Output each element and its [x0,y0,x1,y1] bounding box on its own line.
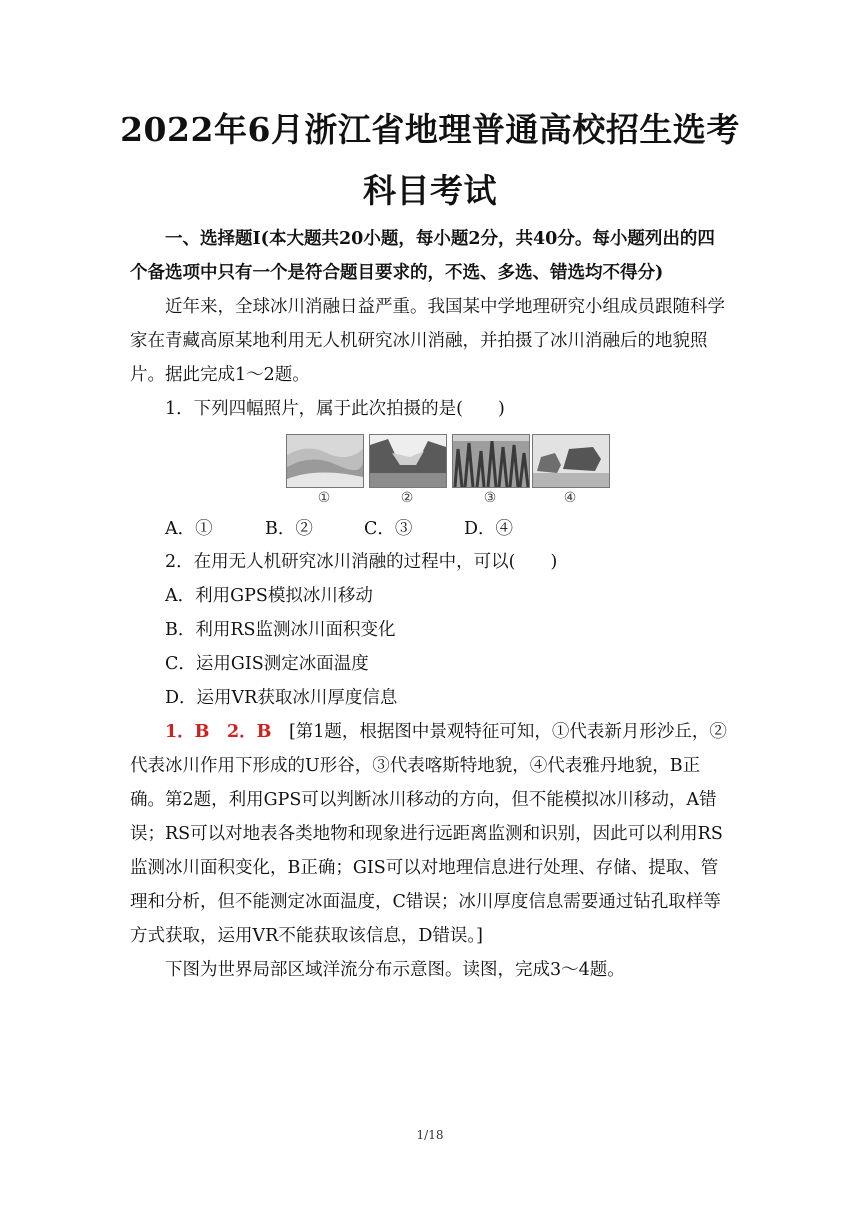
photo-label-2: ② [400,490,414,506]
question-1-stem: 1．下列四幅照片，属于此次拍摄的是( ) [165,399,505,419]
page-number: 1/18 [416,1128,444,1142]
page-title-line2: 科目考试 [363,171,497,210]
q1-option-a: A．① [165,519,213,539]
section-header: 一、选择题Ⅰ(本大题共20小题，每小题2分，共40分。每小题列出的四个备选项中只有一个是符合题目要求的，不选、多选、错选均不得分) [130,229,715,283]
photo-karst [452,434,530,488]
q2-option-b: B．利用RS监测冰川面积变化 [165,620,396,640]
photo-label-1: ① [317,490,331,506]
q2-option-d: D．运用VR获取冰川厚度信息 [165,688,398,708]
photo-dunes [286,434,364,488]
answer-explanation [130,715,730,953]
question-2-stem: 2．在用无人机研究冰川消融的过程中，可以( ) [165,552,558,572]
q2-option-c: C．运用GIS测定冰面温度 [165,654,369,674]
q1-option-d: D．④ [464,519,514,539]
photo-u-valley [369,434,447,488]
answer-key: 1．B 2．B [165,722,272,742]
next-intro-paragraph: 下图为世界局部区域洋流分布示意图。读图，完成3～4题。 [165,960,625,980]
answer-explanation-text: [第1题，根据图中景观特征可知，①代表新月形沙丘，②代表冰川作用下形成的U形谷，③代表喀斯特地貌，④代表雅丹地貌，B正确。第2题，利用GPS可以判断冰川移动的方向，但不能模拟冰川移动，A错误；RS可以对地表各类地物和现象进行远距离监测和识别，因此可以利用RS监测冰川面积变化，B正确；GIS可以对地理信息进行处理、存储、提取、管理和分析，但不能测定冰面温度，C错误；冰川厚度信息需要通过钻孔取样等方式获取，运用VR不能获取该信息，D错误。] [130,722,727,946]
q1-option-b: B．② [265,519,313,539]
page-title-line1: 2022年6月浙江省地理普通高校招生选考 [120,110,740,149]
photo-strip [286,434,608,510]
photo-yardang [532,434,610,488]
q1-option-c: C．③ [364,519,413,539]
q2-option-a: A．利用GPS模拟冰川移动 [165,586,373,606]
photo-label-4: ④ [563,490,577,506]
photo-label-3: ③ [483,490,497,506]
intro-paragraph: 近年来，全球冰川消融日益严重。我国某中学地理研究小组成员跟随科学家在青藏高原某地利用无人机研究冰川消融，并拍摄了冰川消融后的地貌照片。据此完成1～2题。 [130,297,725,385]
